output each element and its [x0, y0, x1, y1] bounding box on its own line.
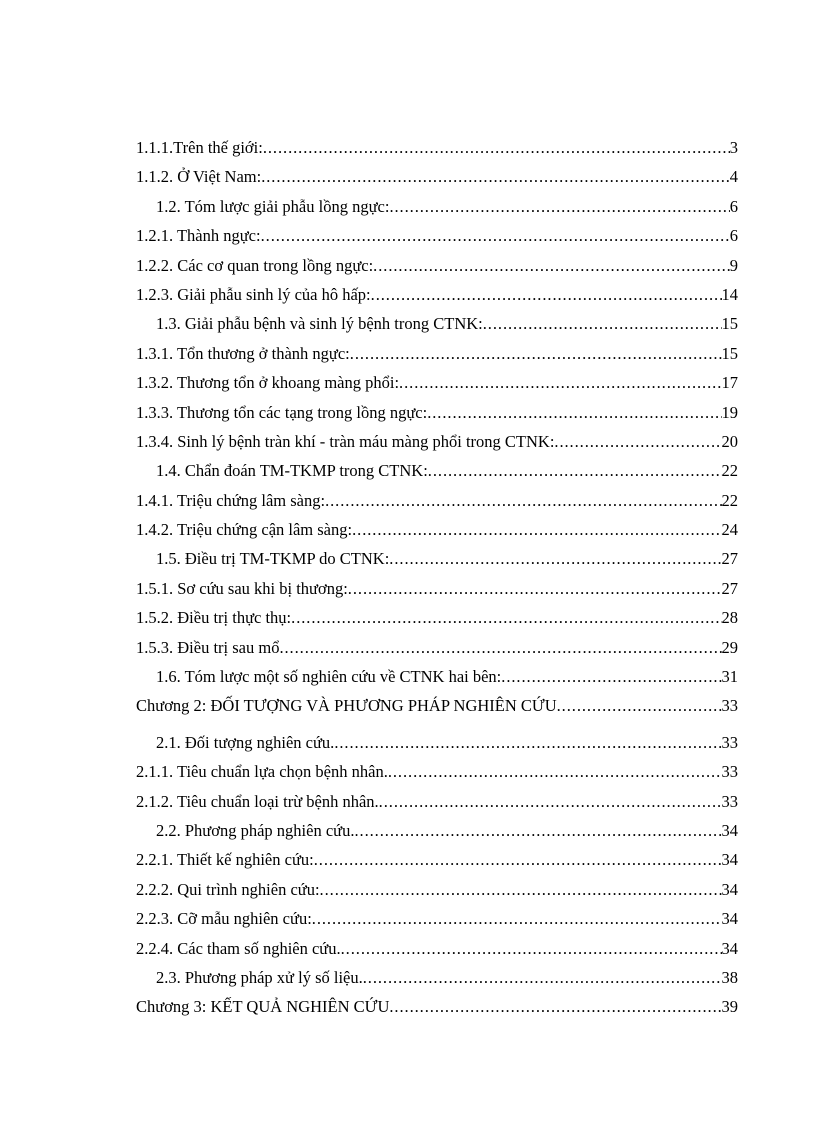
toc-entry-page-number: 17	[721, 373, 738, 393]
toc-dot-leader	[557, 691, 722, 720]
toc-entry-page-number: 33	[721, 791, 738, 811]
toc-entry-page-number: 34	[721, 909, 738, 929]
toc-dot-leader	[427, 398, 721, 427]
toc-dot-leader	[373, 251, 730, 280]
toc-entry-page-number: 29	[721, 637, 738, 657]
toc-entry[interactable]	[136, 515, 738, 544]
toc-dot-leader	[352, 515, 721, 544]
toc-entry-label: 1.3.3. Thương tổn các tạng trong lồng ngực:	[136, 402, 428, 422]
toc-entry-label: 1.3.4. Sinh lý bệnh tràn khí - tràn máu màng phổi trong CTNK:	[136, 431, 555, 451]
toc-dot-leader	[312, 904, 722, 933]
toc-dot-leader	[379, 787, 722, 816]
toc-entry[interactable]	[136, 162, 738, 191]
toc-entry-page-number: 34	[721, 820, 738, 840]
toc-dot-leader	[388, 757, 722, 786]
toc-entry-page-number: 34	[721, 879, 738, 899]
toc-dot-leader	[389, 992, 721, 1021]
toc-dot-leader	[291, 603, 721, 632]
toc-entry[interactable]	[136, 845, 738, 874]
toc-dot-leader	[320, 875, 722, 904]
toc-entry-page-number: 9	[729, 255, 738, 275]
toc-entry[interactable]	[136, 875, 738, 904]
toc-entry[interactable]	[136, 963, 738, 992]
toc-dot-leader	[348, 574, 722, 603]
toc-entry[interactable]	[136, 992, 738, 1021]
toc-entry-label: 1.4.1. Triệu chứng lâm sàng:	[136, 490, 326, 510]
toc-entry-page-number: 22	[721, 461, 738, 481]
toc-entry-page-number: 31	[721, 667, 738, 687]
toc-entry[interactable]	[136, 728, 738, 757]
toc-entry-label: 1.3. Giải phẫu bệnh và sinh lý bệnh trong CTNK:	[156, 314, 483, 334]
toc-entry-page-number: 33	[721, 732, 738, 752]
toc-entry-page-number: 6	[729, 226, 738, 246]
toc-entry-page-number: 19	[721, 402, 738, 422]
toc-entry[interactable]	[136, 133, 738, 162]
toc-entry-label: 2.2.2. Qui trình nghiên cứu:	[136, 879, 320, 899]
toc-dot-leader	[371, 280, 722, 309]
toc-entry[interactable]	[136, 339, 738, 368]
toc-entry[interactable]	[136, 251, 738, 280]
toc-entry-label: 1.2.2. Các cơ quan trong lồng ngực:	[136, 255, 374, 275]
toc-entry-label: 1.4. Chẩn đoán TM-TKMP trong CTNK:	[156, 461, 428, 481]
toc-entry[interactable]	[136, 456, 738, 485]
toc-dot-leader	[350, 339, 722, 368]
toc-entry[interactable]	[136, 427, 738, 456]
toc-entry[interactable]	[136, 904, 738, 933]
toc-entry[interactable]	[136, 221, 738, 250]
toc-dot-leader	[428, 456, 722, 485]
toc-entry-label: 1.5.1. Sơ cứu sau khi bị thương:	[136, 578, 348, 598]
toc-entry[interactable]	[136, 574, 738, 603]
toc-entry[interactable]	[136, 280, 738, 309]
toc-entry-page-number: 33	[721, 762, 738, 782]
toc-entry-label: 1.3.1. Tổn thương ở thành ngực:	[136, 343, 350, 363]
toc-entry-label: 1.3.2. Thương tổn ở khoang màng phổi:	[136, 373, 400, 393]
toc-entry-page-number: 24	[721, 520, 738, 540]
toc-entry[interactable]	[136, 787, 738, 816]
toc-entry-label: 1.1.2. Ở Việt Nam:	[136, 167, 262, 187]
toc-entry[interactable]	[136, 816, 738, 845]
toc-dot-leader	[261, 221, 730, 250]
toc-entry-label: 1.2. Tóm lược giải phẫu lồng ngực:	[156, 196, 390, 216]
toc-entry-page-number: 33	[721, 696, 738, 716]
toc-entry[interactable]	[136, 544, 738, 573]
toc-entry-page-number: 34	[721, 850, 738, 870]
toc-entry-page-number: 38	[721, 967, 738, 987]
toc-dot-leader	[334, 728, 721, 757]
toc-dot-leader	[554, 427, 721, 456]
toc-dot-leader	[399, 368, 721, 397]
toc-entry-label: 1.6. Tóm lược một số nghiên cứu về CTNK hai bên:	[156, 667, 502, 687]
toc-entry[interactable]	[136, 662, 738, 691]
toc-entry-label: Chương 2: ĐỐI TƯỢNG VÀ PHƯƠNG PHÁP NGHIÊN CỨU	[136, 696, 557, 716]
toc-entry-page-number: 34	[721, 938, 738, 958]
toc-entry-page-number: 15	[721, 343, 738, 363]
toc-entry[interactable]	[136, 633, 738, 662]
toc-entry[interactable]	[136, 309, 738, 338]
table-of-contents	[136, 133, 738, 1022]
toc-entry[interactable]	[136, 192, 738, 221]
toc-dot-leader	[389, 544, 721, 573]
toc-dot-leader	[263, 133, 730, 162]
toc-entry-label: 2.1. Đối tượng nghiên cứu.	[156, 732, 335, 752]
toc-entry-label: 1.5.3. Điều trị sau mổ	[136, 637, 280, 657]
toc-entry-label: 2.1.1. Tiêu chuẩn lựa chọn bệnh nhân.	[136, 762, 388, 782]
toc-dot-leader	[279, 633, 721, 662]
toc-entry-label: 1.5.2. Điều trị thực thụ:	[136, 608, 292, 628]
toc-entry-label: Chương 3: KẾT QUẢ NGHIÊN CỨU	[136, 997, 390, 1017]
toc-entry-label: 1.1.1.Trên thế giới:	[136, 138, 263, 157]
toc-dot-leader	[501, 662, 721, 691]
toc-entry[interactable]	[136, 398, 738, 427]
toc-entry[interactable]	[136, 603, 738, 632]
toc-dot-leader	[261, 162, 730, 191]
toc-entry-label: 1.2.1. Thành ngực:	[136, 226, 261, 246]
toc-entry[interactable]	[136, 486, 738, 515]
toc-entry-page-number: 14	[721, 284, 738, 304]
toc-entry-page-number: 39	[721, 997, 738, 1017]
toc-entry-page-number: 6	[729, 196, 738, 216]
toc-entry[interactable]	[136, 691, 738, 720]
toc-entry[interactable]	[136, 757, 738, 786]
toc-entry-page-number: 28	[721, 608, 738, 628]
toc-entry-label: 1.4.2. Triệu chứng cận lâm sàng:	[136, 520, 353, 540]
toc-entry-label: 1.2.3. Giải phẫu sinh lý của hô hấp:	[136, 284, 371, 304]
toc-entry-label: 2.2.4. Các tham số nghiên cứu.	[136, 938, 341, 958]
toc-entry-page-number: 4	[729, 167, 738, 187]
toc-entry-page-number: 22	[721, 490, 738, 510]
toc-entry-label: 2.2.1. Thiết kế nghiên cứu:	[136, 850, 314, 870]
toc-dot-leader	[483, 309, 722, 338]
toc-dot-leader	[325, 486, 721, 515]
toc-entry-label: 2.3. Phương pháp xử lý số liệu.	[156, 967, 363, 987]
toc-entry-label: 2.2. Phương pháp nghiên cứu.	[156, 820, 355, 840]
toc-entry-page-number: 3	[729, 138, 738, 157]
toc-dot-leader	[389, 192, 729, 221]
toc-entry-page-number: 20	[721, 431, 738, 451]
toc-entry[interactable]	[136, 934, 738, 963]
toc-dot-leader	[341, 934, 722, 963]
toc-entry-page-number: 27	[721, 549, 738, 569]
toc-entry-page-number: 27	[721, 578, 738, 598]
toc-entry[interactable]	[136, 368, 738, 397]
toc-dot-leader	[314, 845, 722, 874]
toc-entry-page-number: 15	[721, 314, 738, 334]
toc-entry-label: 2.2.3. Cỡ mẫu nghiên cứu:	[136, 909, 312, 929]
toc-dot-leader	[363, 963, 722, 992]
toc-entry-label: 1.5. Điều trị TM-TKMP do CTNK:	[156, 549, 390, 569]
toc-dot-leader	[354, 816, 721, 845]
toc-entry-label: 2.1.2. Tiêu chuẩn loại trừ bệnh nhân.	[136, 791, 379, 811]
